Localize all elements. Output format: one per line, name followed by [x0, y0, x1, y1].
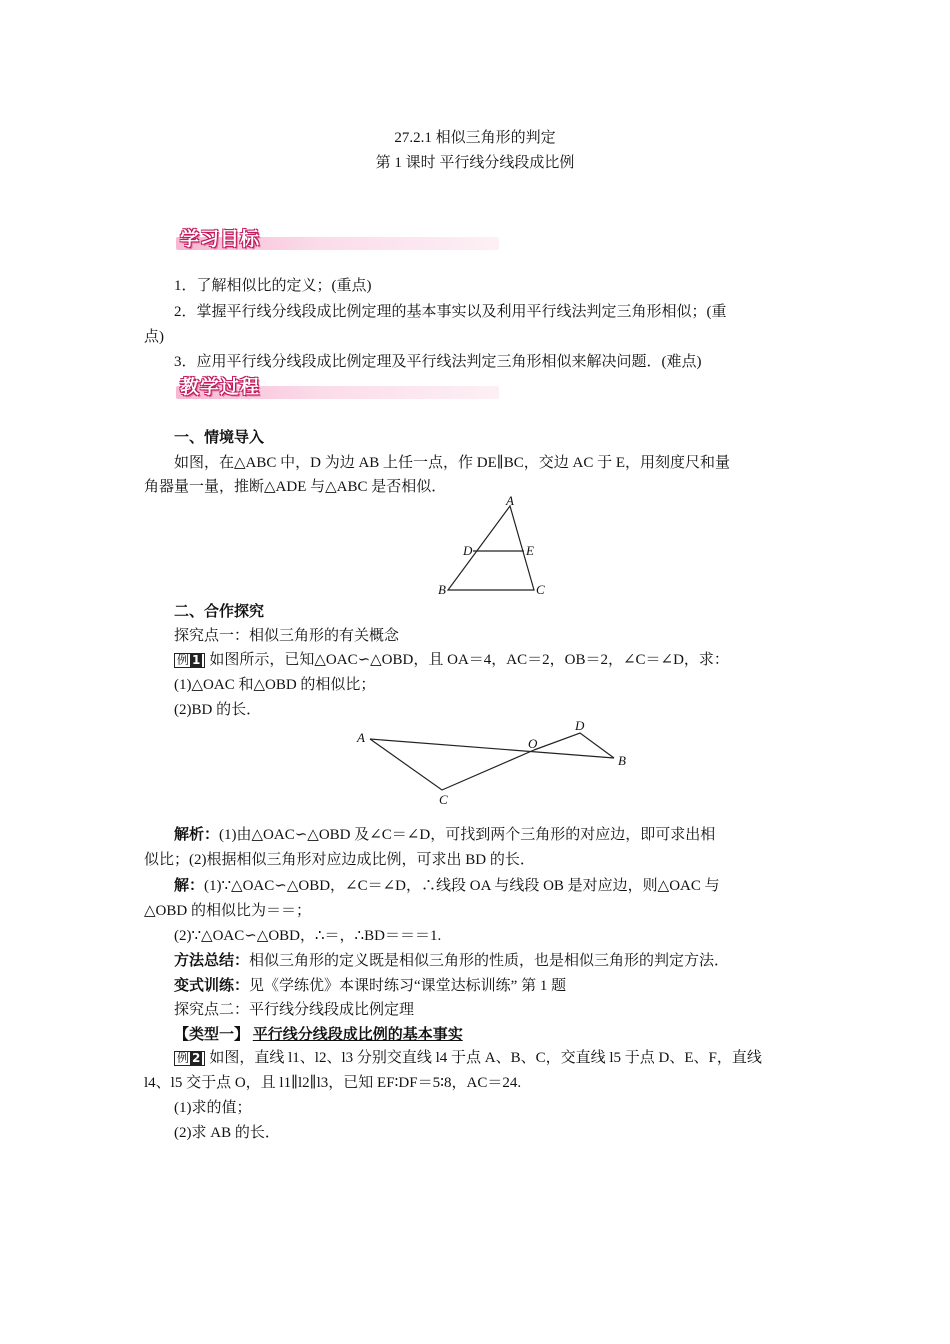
- analysis-line-1: [174, 825, 715, 845]
- example-2-q1: (1)求的值；: [174, 1100, 252, 1116]
- analysis-line-2: 似比；(2)根据相似三角形对应边成比例，可求出 BD 的长．: [144, 852, 535, 868]
- label-b: B: [438, 582, 446, 597]
- variant-label: 变式训练：: [174, 978, 250, 994]
- triangle-abc: [448, 506, 534, 590]
- process-heading: 教学过程: [180, 376, 261, 398]
- analysis-text-1: (1)由△OAC∽△OBD 及∠C＝∠D，可找到两个三角形的对应边，即可求出相: [219, 827, 716, 843]
- objectives-heading: 学习目标: [180, 228, 261, 250]
- objective-2-cont: 点): [144, 329, 164, 345]
- figure-triangle-abc: [430, 492, 560, 602]
- example-2-text-2: l4、l5 交于点 O，且 l1∥l2∥l3，已知 EF∶DF＝5∶8，AC＝24.: [144, 1075, 522, 1091]
- point2-title: 探究点二：平行线分线段成比例定理: [174, 1002, 415, 1018]
- example-1-badge-label: 例: [177, 653, 190, 667]
- analysis-label: 解析：: [174, 827, 220, 843]
- label-c: C: [536, 582, 545, 597]
- part1-text-2: 角器量一量，推断△ADE 与△ABC 是否相似．: [144, 479, 447, 495]
- type1-title: 平行线分线段成比例的基本事实: [252, 1027, 463, 1043]
- part2-heading: 二、合作探究: [174, 604, 265, 620]
- example-2-badge: [174, 1051, 205, 1066]
- title-line-2: 第 1 课时 平行线分线段成比例: [375, 155, 575, 171]
- variant-text: 见《学练优》本课时练习“课堂达标训练” 第 1 题: [249, 978, 567, 994]
- label-e: E: [526, 543, 534, 558]
- part1-heading: 一、情境导入: [174, 430, 265, 446]
- solution-line-3: (2)∵△OAC∽△OBD，∴＝，∴BD＝＝＝1.: [174, 928, 442, 944]
- part1-text-1: 如图，在△ABC 中，D 为边 AB 上任一点，作 DE∥BC，交边 AC 于 E，用刻度尺和量: [174, 455, 730, 471]
- label-a: A: [506, 493, 514, 508]
- triangle-oac-sides: [370, 739, 534, 790]
- figure-triangles-oac-obd: [350, 716, 640, 812]
- label-fig2-a: A: [357, 730, 365, 745]
- variant-training: [174, 976, 566, 996]
- type1-heading: [174, 1025, 463, 1045]
- method-label: 方法总结：: [174, 953, 250, 969]
- title-line-1: 27.2.1 相似三角形的判定: [394, 130, 556, 146]
- example-2-text-1: 如图，直线 l1、l2、l3 分别交直线 l4 于点 A、B、C，交直线 l5 于点 D、E、F，直线: [209, 1050, 762, 1066]
- objective-3: 3．应用平行线分线段成比例定理及平行线法判定三角形相似来解决问题．(难点): [174, 354, 702, 370]
- example-1-q2: (2)BD 的长．: [174, 702, 262, 718]
- label-d: D: [463, 543, 473, 558]
- label-fig2-o: O: [528, 736, 538, 751]
- example-1-badge-num: 1: [192, 653, 201, 667]
- segment-ab: [370, 739, 614, 758]
- type1-bracket: 【类型一】: [174, 1027, 250, 1043]
- example-2-q2: (2)求 AB 的长．: [174, 1125, 280, 1141]
- objective-2: 2．掌握平行线分线段成比例定理的基本事实以及利用平行线法判定三角形相似；(重: [174, 304, 727, 320]
- example-2: [174, 1048, 762, 1068]
- example-2-badge-num: 2: [192, 1051, 201, 1065]
- triangle-obd-sides: [534, 733, 614, 758]
- method-summary: [174, 951, 729, 971]
- label-fig2-c: C: [439, 792, 448, 807]
- example-1: [174, 650, 729, 670]
- solution-label: 解：: [174, 878, 205, 894]
- label-fig2-b: B: [618, 753, 626, 768]
- solution-text-1: (1)∵△OAC∽△OBD，∠C＝∠D，∴线段 OA 与线段 OB 是对应边，则△OAC 与: [204, 878, 720, 894]
- method-text: 相似三角形的定义既是相似三角形的性质，也是相似三角形的判定方法．: [249, 953, 730, 969]
- example-1-text: 如图所示，已知△OAC∽△OBD，且 OA＝4，AC＝2，OB＝2，∠C＝∠D，求：: [209, 652, 729, 668]
- solution-line-1: [174, 876, 720, 896]
- solution-line-2: △OBD 的相似比为＝＝；: [144, 903, 311, 919]
- point1-title: 探究点一：相似三角形的有关概念: [174, 628, 400, 644]
- objective-1: 1．了解相似比的定义；(重点): [174, 278, 372, 294]
- label-fig2-d: D: [575, 718, 585, 733]
- example-1-q1: (1)△OAC 和△OBD 的相似比；: [174, 677, 376, 693]
- example-2-badge-label: 例: [177, 1051, 190, 1065]
- example-1-badge: [174, 653, 205, 668]
